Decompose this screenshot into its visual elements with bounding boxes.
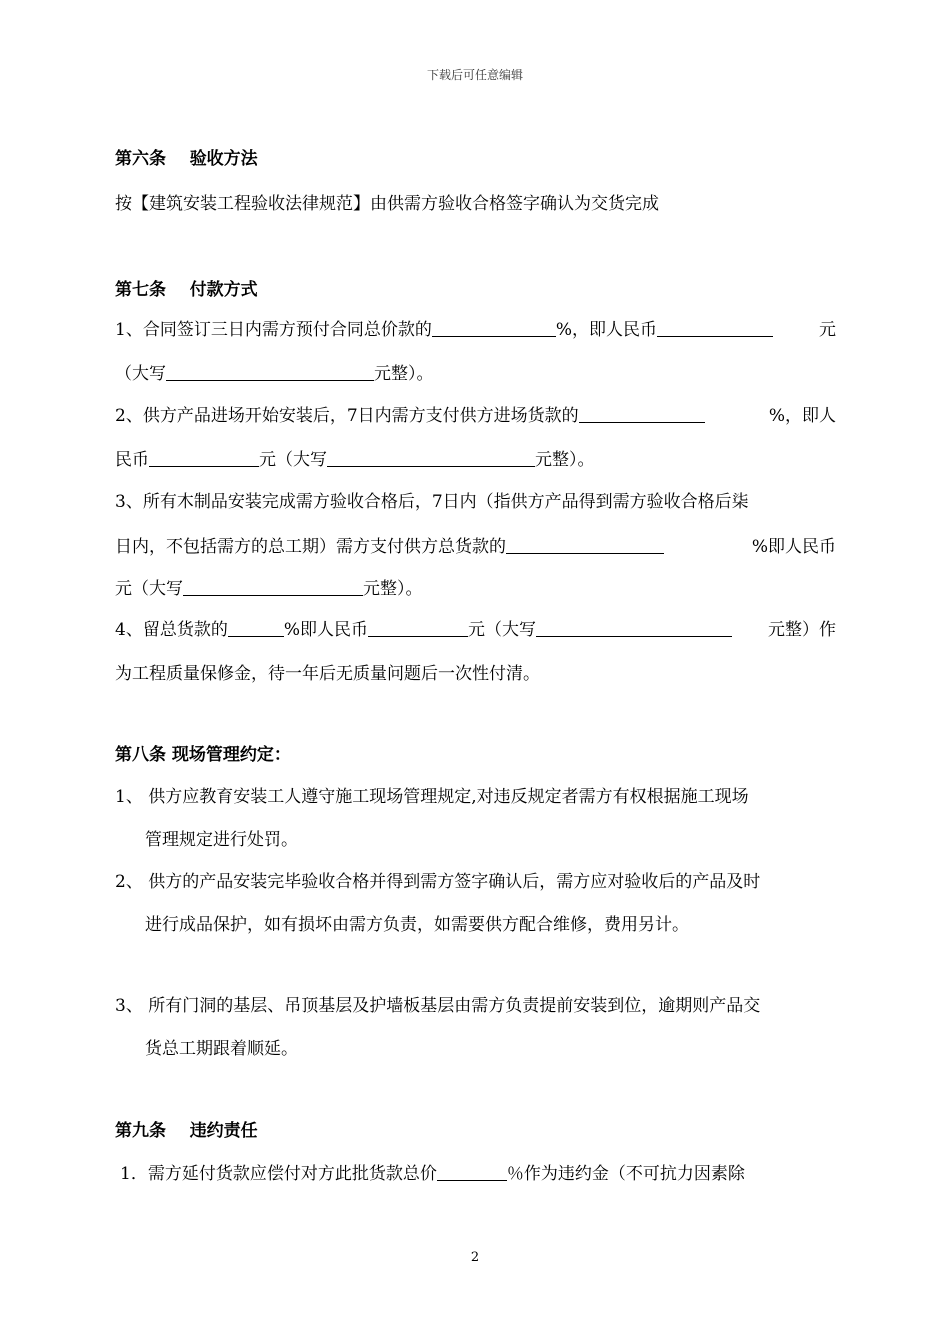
item-text: %即人民币 bbox=[751, 537, 836, 557]
section-7-title: 付款方式 bbox=[189, 280, 258, 300]
fill-blank-percent[interactable] bbox=[506, 535, 664, 554]
section-8-item-2-line-1: 2、 供方的产品安装完毕验收合格并得到需方签字确认后，需方应对验收后的产品及时 bbox=[115, 872, 761, 892]
fill-blank-amount[interactable] bbox=[657, 318, 773, 337]
fill-blank-amount[interactable] bbox=[368, 618, 468, 637]
page-header: 下载后可任意编辑 bbox=[426, 68, 523, 82]
item-text: 元整）作 bbox=[768, 620, 836, 640]
item-text: （大写 bbox=[115, 364, 166, 384]
item-text: 元（大写 bbox=[259, 450, 327, 470]
fill-blank-capital[interactable] bbox=[536, 618, 732, 637]
section-8-item-1-line-2: 管理规定进行处罚。 bbox=[145, 830, 298, 850]
section-8-item-2-line-2: 进行成品保护，如有损坏由需方负责，如需要供方配合维修，费用另计。 bbox=[145, 915, 689, 935]
section-9-title: 违约责任 bbox=[189, 1121, 258, 1141]
section-7-item-2-line-2 bbox=[115, 448, 595, 472]
section-7-number: 第七条 bbox=[115, 280, 166, 300]
section-7-item-1-line-1 bbox=[115, 318, 836, 342]
page-number: 2 bbox=[470, 1250, 480, 1265]
item-text: 元 bbox=[819, 320, 836, 340]
item-text: 元整）。 bbox=[363, 579, 423, 599]
item-text: 日内，不包括需方的总工期）需方支付供方总货款的 bbox=[115, 537, 506, 557]
item-text: ％作为违约金（不可抗力因素除 bbox=[506, 1164, 745, 1184]
item-text: %即人民币 bbox=[283, 620, 368, 640]
fill-blank-capital[interactable] bbox=[166, 362, 374, 381]
section-7-item-3-line-2 bbox=[115, 535, 836, 559]
fill-blank-capital[interactable] bbox=[327, 448, 535, 467]
section-6-title: 验收方法 bbox=[189, 149, 258, 169]
item-text: 1、合同签订三日内需方预付合同总价款的 bbox=[115, 320, 432, 340]
item-text: 元（大写 bbox=[115, 579, 183, 599]
section-9-number: 第九条 bbox=[115, 1121, 166, 1141]
section-6-number: 第六条 bbox=[115, 149, 166, 169]
section-7-item-2-line-1 bbox=[115, 404, 836, 428]
item-text: 4、留总货款的 bbox=[115, 620, 228, 640]
section-8-heading: 第八条 现场管理约定： bbox=[115, 745, 291, 765]
item-text: %，即人 bbox=[768, 406, 836, 426]
section-7-heading bbox=[115, 278, 258, 302]
section-7-item-1-line-2 bbox=[115, 362, 434, 386]
section-9-item-1-line-1 bbox=[120, 1162, 745, 1186]
fill-blank-percent[interactable] bbox=[432, 318, 556, 337]
section-6-heading bbox=[115, 147, 258, 171]
fill-blank-amount[interactable] bbox=[149, 448, 259, 467]
section-6-text: 按【建筑安装工程验收法律规范】由供需方验收合格签字确认为交货完成 bbox=[115, 194, 659, 214]
fill-blank-capital[interactable] bbox=[183, 577, 363, 596]
item-text: %，即人民币 bbox=[555, 320, 657, 340]
item-text: 民币 bbox=[115, 450, 149, 470]
item-text: 元整）。 bbox=[535, 450, 595, 470]
section-8-item-3-line-1: 3、 所有门洞的基层、吊顶基层及护墙板基层由需方负责提前安装到位，逾期则产品交 bbox=[115, 996, 761, 1016]
section-8-item-1-line-1: 1、 供方应教育安装工人遵守施工现场管理规定,对违反规定者需方有权根据施工现场 bbox=[115, 787, 749, 807]
section-9-heading bbox=[115, 1119, 258, 1143]
fill-blank-percent[interactable] bbox=[228, 618, 284, 637]
section-7-item-3-line-1: 3、所有木制品安装完成需方验收合格后，7日内（指供方产品得到需方验收合格后柒 bbox=[115, 492, 749, 512]
item-text: 2、供方产品进场开始安装后，7日内需方支付供方进场货款的 bbox=[115, 406, 579, 426]
section-7-item-3-line-3 bbox=[115, 577, 423, 601]
section-8-item-3-line-2: 货总工期跟着顺延。 bbox=[145, 1039, 298, 1059]
item-text: 1．需方延付货款应偿付对方此批货款总价 bbox=[120, 1164, 437, 1184]
fill-blank-percent[interactable] bbox=[579, 404, 705, 423]
section-7-item-4-line-1 bbox=[115, 618, 836, 642]
item-text: 元（大写 bbox=[467, 620, 536, 640]
fill-blank-percent[interactable] bbox=[437, 1162, 507, 1181]
section-7-item-4-line-2: 为工程质量保修金，待一年后无质量问题后一次性付清。 bbox=[115, 664, 540, 684]
item-text: 元整）。 bbox=[374, 364, 434, 384]
